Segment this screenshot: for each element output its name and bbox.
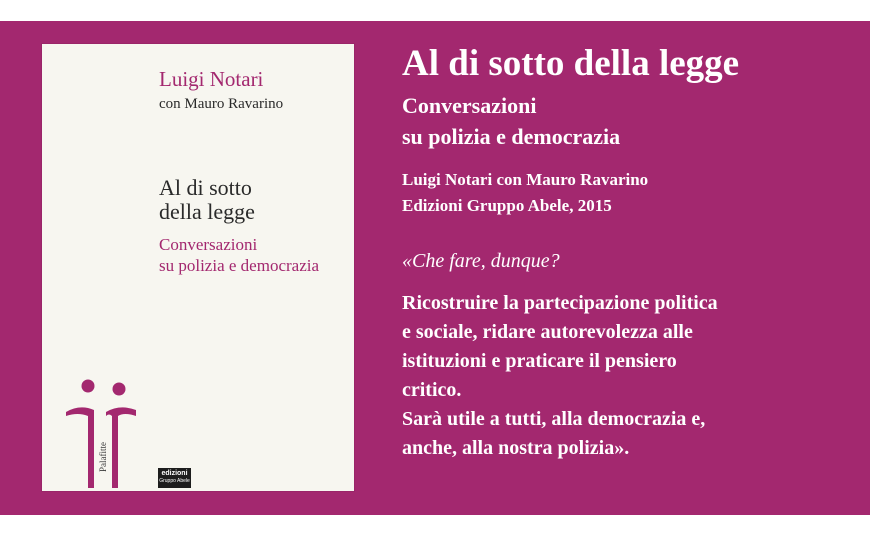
credits-publisher: Edizioni Gruppo Abele, 2015: [402, 196, 612, 215]
cover-title: [159, 176, 255, 224]
quote-line-5: Sarà utile a tutti, alla democrazia e,: [402, 408, 706, 430]
cover-subtitle: [159, 234, 319, 276]
cover-subtitle-line-1: Conversazioni: [159, 235, 258, 254]
quote-question: «Che fare, dunque?: [402, 250, 560, 272]
quote-line-3: istituzioni e praticare il pensiero: [402, 350, 677, 372]
series-logo-icon: [62, 376, 142, 491]
quote-line-4: critico.: [402, 379, 462, 401]
cover-title-line-1: Al di sotto: [159, 175, 252, 200]
cover-title-line-2: della legge: [159, 199, 255, 224]
cover-subtitle-line-2: su polizia e democrazia: [159, 256, 320, 275]
book-title: Al di sotto della legge: [402, 43, 740, 84]
cover-series-label: Palafitte: [98, 442, 108, 472]
quote-body: [402, 289, 862, 463]
cover-author: Luigi Notari: [159, 67, 264, 91]
quote-line-1: Ricostruire la partecipazione politica: [402, 292, 718, 314]
publisher-logo: [158, 468, 191, 488]
book-cover: [42, 44, 354, 491]
book-credits: [402, 167, 648, 219]
quote-line-6: anche, alla nostra polizia».: [402, 437, 630, 459]
book-subtitle: [402, 90, 620, 152]
subtitle-line-2: su polizia e democrazia: [402, 124, 621, 149]
subtitle-line-1: Conversazioni: [402, 93, 537, 118]
cover-coauthor: con Mauro Ravarino: [159, 96, 284, 112]
publisher-logo-line-1: edizioni: [161, 470, 188, 477]
credits-authors: Luigi Notari con Mauro Ravarino: [402, 170, 649, 189]
publisher-logo-line-2: Gruppo Abele: [159, 478, 190, 484]
quote-line-2: e sociale, ridare autorevolezza alle: [402, 321, 693, 343]
